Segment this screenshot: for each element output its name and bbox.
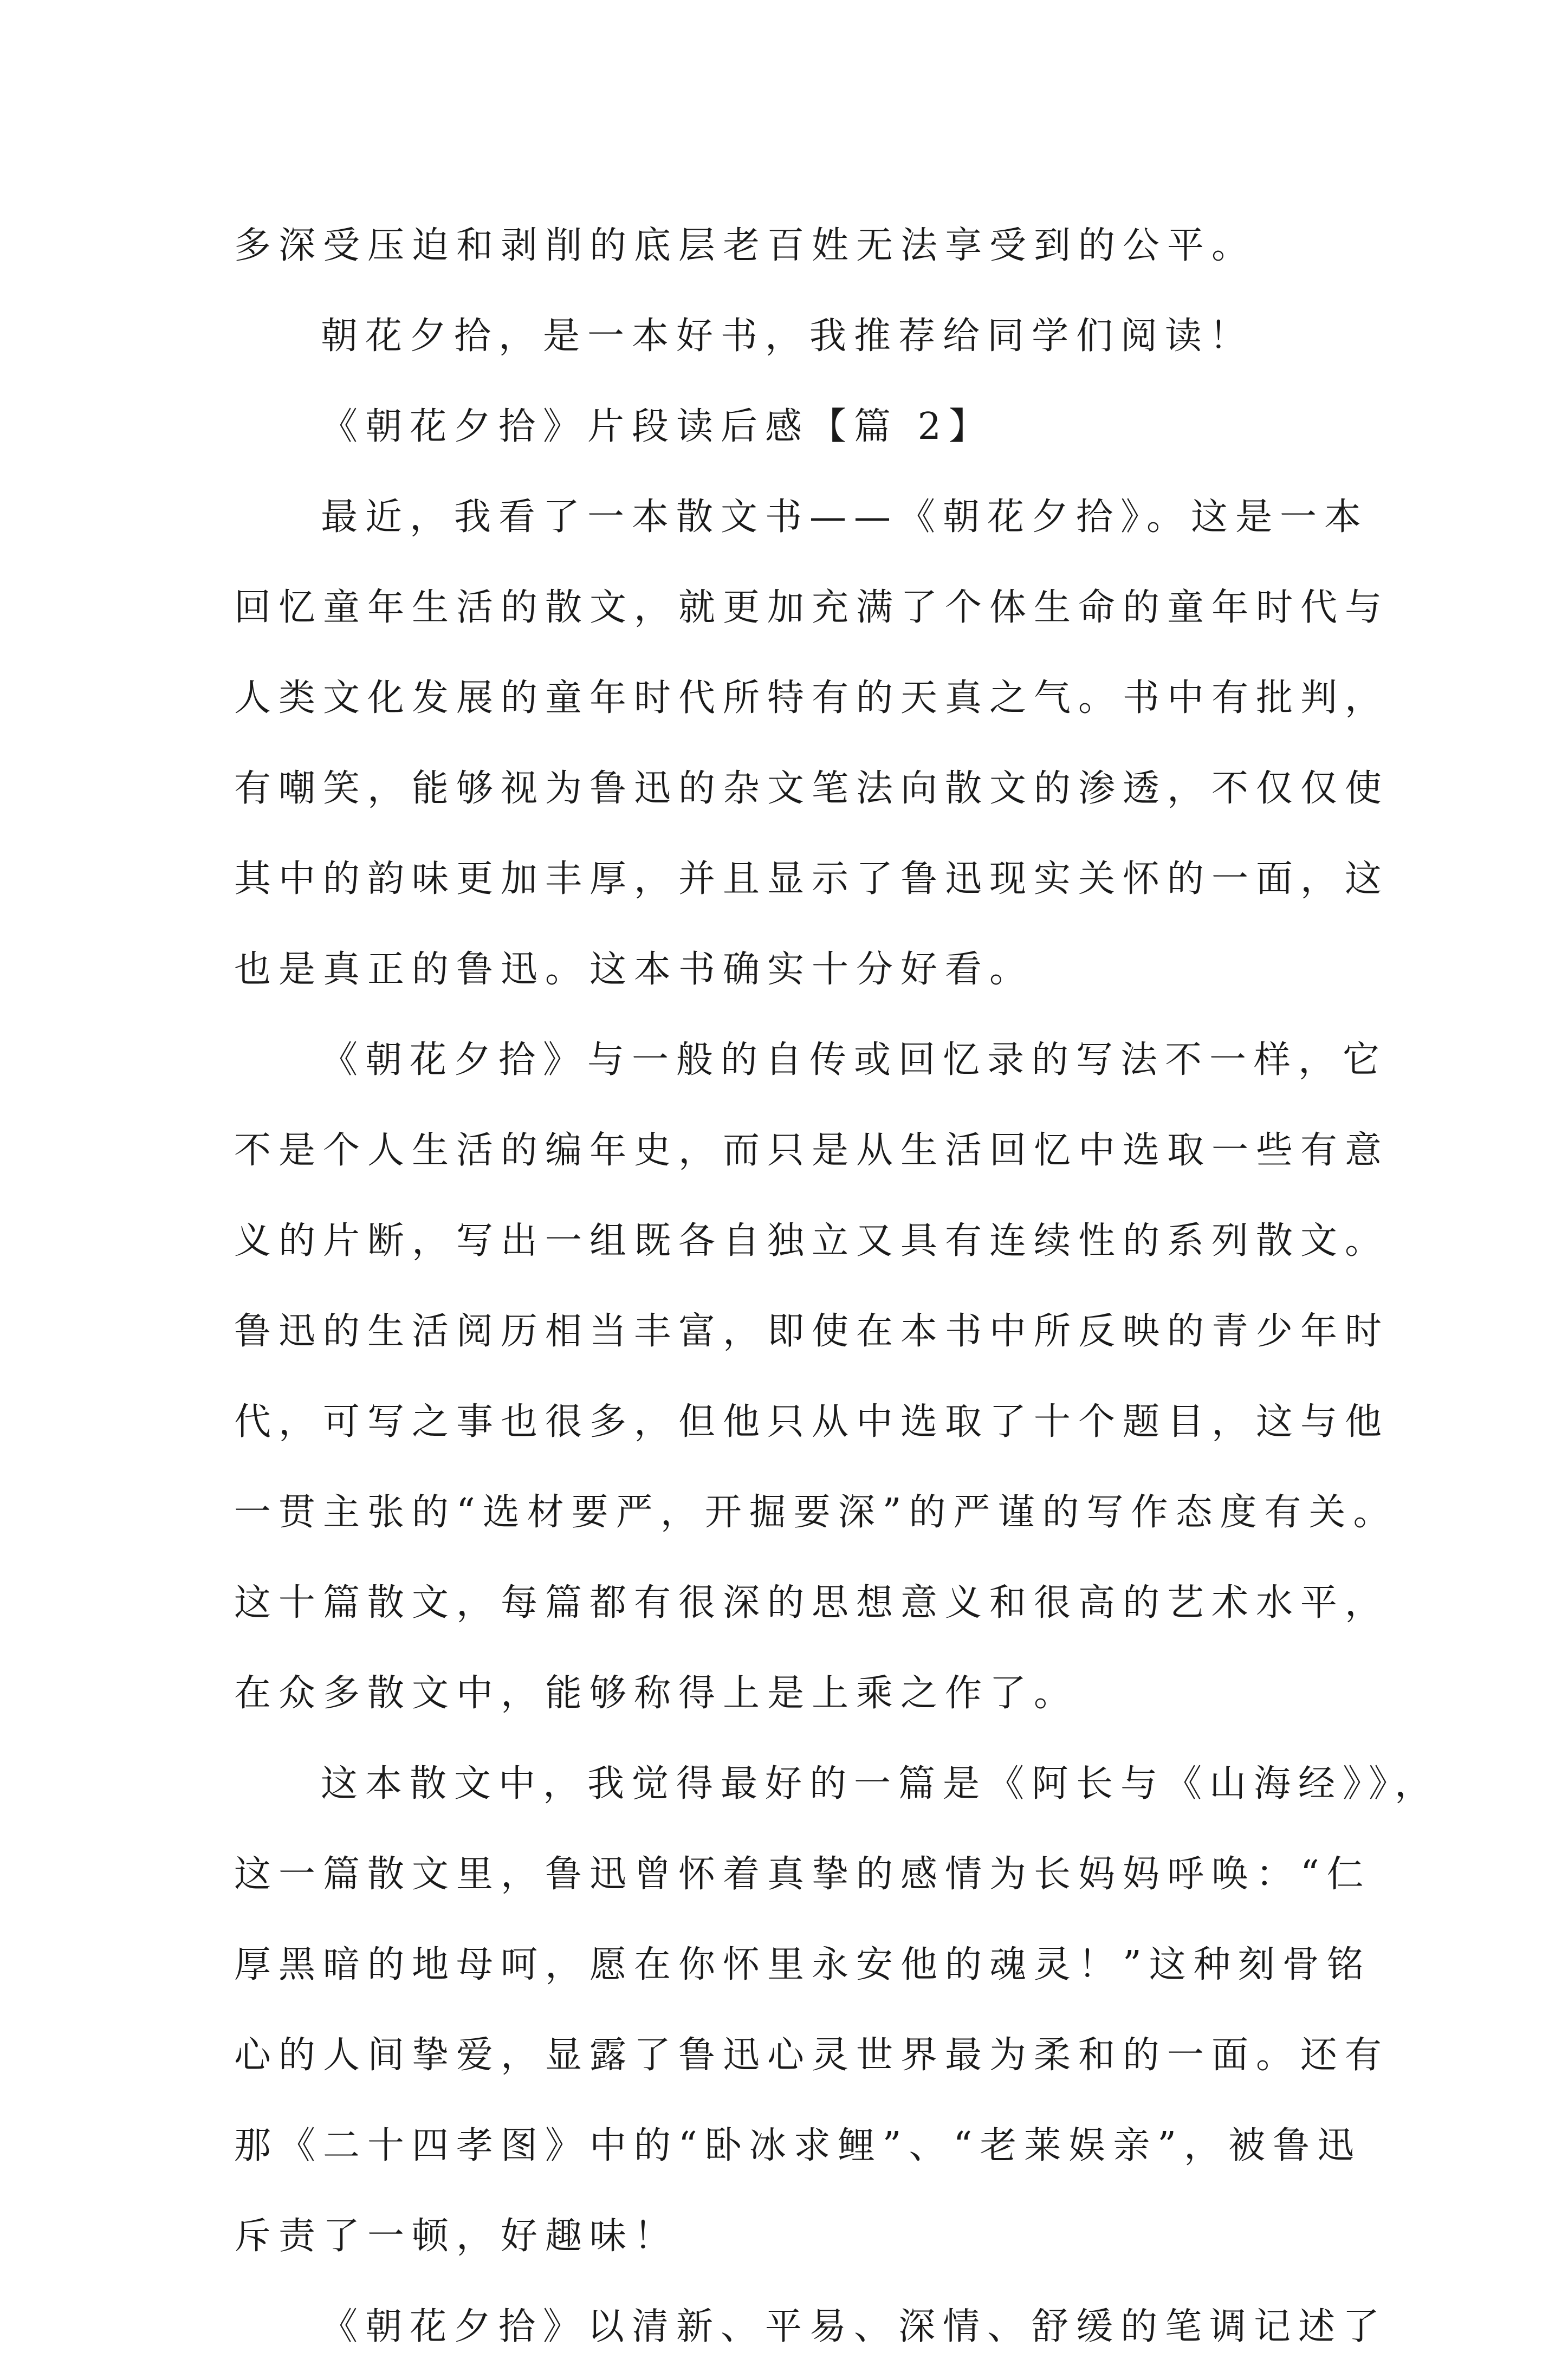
text-line: 厚黑暗的地母呵，愿在你怀里永安他的魂灵！”这种刻骨铭 <box>234 1943 1371 1986</box>
text-line: 这一篇散文里，鲁迅曾怀着真挚的感情为长妈妈呼唤：“仁 <box>234 1853 1371 1896</box>
text-line: 最近，我看了一本散文书——《朝花夕拾》。这是一本 <box>321 496 1369 539</box>
text-line: 那《二十四孝图》中的“卧冰求鲤”、“老莱娱亲”，被鲁迅 <box>234 2124 1362 2167</box>
text-line: 也是真正的鲁迅。这本书确实十分好看。 <box>234 948 1034 991</box>
document-body <box>234 200 1440 2372</box>
text-line: 这本散文中，我觉得最好的一篇是《阿长与《山海经》》， <box>321 1762 1440 1805</box>
text-line: 代，可写之事也很多，但他只从中选取了十个题目，这与他 <box>234 1401 1390 1443</box>
text-line: 多深受压迫和剥削的底层老百姓无法享受到的公平。 <box>234 224 1256 267</box>
text-line: 斥责了一顿，好趣味！ <box>234 2215 679 2258</box>
text-line: 不是个人生活的编年史，而只是从生活回忆中选取一些有意 <box>234 1129 1390 1172</box>
text-line: 朝花夕拾，是一本好书，我推荐给同学们阅读！ <box>321 315 1254 358</box>
text-line: 《朝花夕拾》以清新、平易、深情、舒缓的笔调记述了 <box>321 2305 1388 2348</box>
text-line: 这十篇散文，每篇都有很深的思想意义和很高的艺术水平， <box>234 1582 1390 1624</box>
text-line: 义的片断，写出一组既各自独立又具有连续性的系列散文。 <box>234 1220 1390 1262</box>
text-line: 有嘲笑，能够视为鲁迅的杂文笔法向散文的渗透，不仅仅使 <box>234 767 1390 810</box>
text-line: 心的人间挚爱，显露了鲁迅心灵世界最为柔和的一面。还有 <box>234 2034 1390 2077</box>
text-line: 鲁迅的生活阅历相当丰富，即使在本书中所反映的青少年时 <box>234 1310 1390 1353</box>
section-heading: 《朝花夕拾》片段读后感【篇 2】 <box>321 405 993 448</box>
text-line: 一贯主张的“选材要严，开掘要深”的严谨的写作态度有关。 <box>234 1491 1398 1534</box>
text-line: 在众多散文中，能够称得上是上乘之作了。 <box>234 1672 1079 1715</box>
text-line: 其中的韵味更加丰厚，并且显示了鲁迅现实关怀的一面，这 <box>234 858 1390 900</box>
text-line: 人类文化发展的童年时代所特有的天真之气。书中有批判， <box>234 677 1390 720</box>
text-line: 《朝花夕拾》与一般的自传或回忆录的写法不一样，它 <box>321 1039 1388 1081</box>
text-line: 回忆童年生活的散文，就更加充满了个体生命的童年时代与 <box>234 586 1390 629</box>
